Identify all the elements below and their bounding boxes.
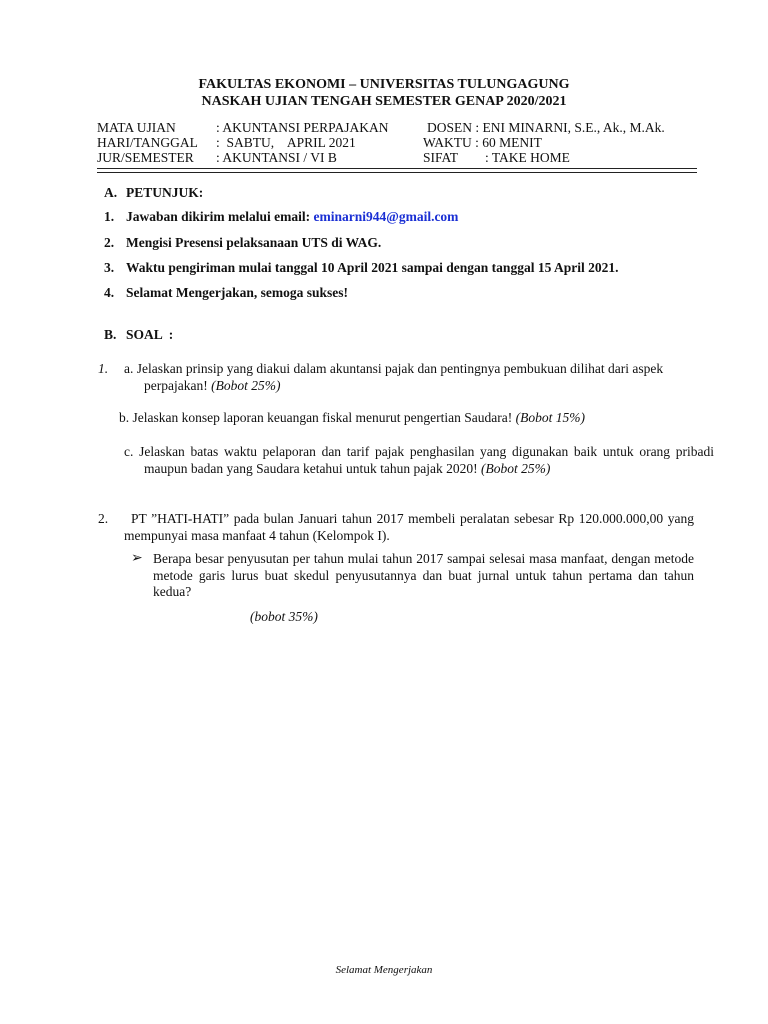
q1b bbox=[119, 410, 699, 427]
petunjuk-item-4: Selamat Mengerjakan, semoga sukses! bbox=[126, 285, 348, 300]
page-footer: Selamat Mengerjakan bbox=[335, 964, 433, 976]
email-link[interactable]: eminarni944@gmail.com bbox=[313, 209, 459, 224]
q1c bbox=[124, 444, 714, 477]
hari-label: HARI/TANGGAL bbox=[97, 135, 198, 150]
petunjuk-item-1-text: Jawaban dikirim melalui email: bbox=[126, 209, 311, 224]
q2-number: 2. bbox=[98, 511, 109, 526]
q1a-marker: a. bbox=[124, 361, 134, 376]
soal-marker: B. bbox=[104, 327, 117, 342]
exam-title: NASKAH UJIAN TENGAH SEMESTER GENAP 2020/2021 bbox=[201, 94, 567, 109]
q1c-marker: c. bbox=[124, 444, 134, 459]
q1b-marker: b. bbox=[119, 410, 130, 425]
arrow-bullet-icon: ➢ bbox=[131, 551, 143, 566]
q2-weight: (bobot 35%) bbox=[250, 609, 318, 624]
petunjuk-item-1 bbox=[126, 209, 458, 225]
mata-ujian-value: : AKUNTANSI PERPAJAKAN bbox=[216, 120, 389, 135]
waktu-info: WAKTU : 60 MENIT bbox=[423, 135, 542, 150]
mata-ujian-label: MATA UJIAN bbox=[97, 120, 176, 135]
header-divider-double bbox=[97, 172, 697, 173]
header-divider bbox=[97, 168, 697, 169]
q1-number: 1. bbox=[98, 361, 109, 376]
sifat-label: SIFAT bbox=[423, 150, 459, 165]
q1b-text: Jelaskan konsep laporan keuangan fiskal menurut pengertian Saudara! bbox=[132, 410, 513, 425]
hari-value: : SABTU, APRIL 2021 bbox=[216, 135, 356, 150]
faculty-title: FAKULTAS EKONOMI – UNIVERSITAS TULUNGAGUNG bbox=[198, 77, 570, 92]
q1a-weight: (Bobot 25%) bbox=[211, 377, 281, 393]
jur-label: JUR/SEMESTER bbox=[97, 150, 194, 165]
dosen-info: DOSEN : ENI MINARNI, S.E., Ak., M.Ak. bbox=[427, 120, 665, 135]
q1c-text: Jelaskan batas waktu pelaporan dan tarif pajak penghasilan yang digunakan baik untuk orang pribadi maupun badan yang Saudara ketahui untuk tahun pajak 2020! bbox=[139, 444, 715, 476]
petunjuk-heading: PETUNJUK: bbox=[126, 185, 204, 200]
jur-value: : AKUNTANSI / VI B bbox=[216, 150, 337, 165]
petunjuk-item-2: Mengisi Presensi pelaksanaan UTS di WAG. bbox=[126, 235, 382, 250]
petunjuk-num-3: 3. bbox=[104, 260, 115, 275]
soal-heading: SOAL : bbox=[126, 327, 174, 342]
q2-text: PT ”HATI-HATI” pada bulan Januari tahun 2017 membeli peralatan sebesar Rp 120.000.000,00 yang mempunyai masa manfaat 4 tahun (Kelompok I). bbox=[124, 511, 694, 543]
petunjuk-num-1: 1. bbox=[104, 209, 115, 224]
q1a bbox=[124, 361, 710, 394]
sifat-value: : TAKE HOME bbox=[485, 150, 570, 165]
q1a-text: Jelaskan prinsip yang diakui dalam akuntansi pajak dan pentingnya pembukuan dilihat dari aspek perpajakan! bbox=[136, 361, 664, 393]
q2-bullet-text: Berapa besar penyusutan per tahun mulai tahun 2017 sampai selesai masa manfaat, dengan metode metode garis lurus buat skedul penyusutannya dan buat jurnal untuk tahun pertama dan tahun kedua? bbox=[153, 551, 694, 599]
petunjuk-num-4: 4. bbox=[104, 285, 115, 300]
petunjuk-item-3: Waktu pengiriman mulai tanggal 10 April 2021 sampai dengan tanggal 15 April 2021. bbox=[126, 260, 619, 275]
petunjuk-marker: A. bbox=[104, 185, 118, 200]
q1b-weight: (Bobot 15%) bbox=[515, 410, 585, 425]
q1c-weight: (Bobot 25%) bbox=[481, 460, 551, 476]
petunjuk-num-2: 2. bbox=[104, 235, 115, 250]
